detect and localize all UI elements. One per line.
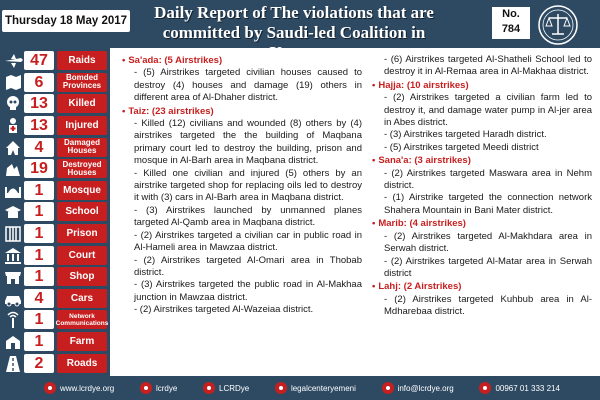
stat-label: Farm: [57, 332, 107, 351]
stat-row-injured: [2, 115, 110, 136]
stat-label: Prison: [57, 224, 107, 243]
region-heading: [372, 80, 592, 92]
report-number: [491, 6, 531, 40]
violation-item: - (5) Airstrikes targeted civilian houses caused to destroy (4) houses and damage (19) others in different area of Al-Dhaher district.: [134, 67, 362, 104]
network-icon: [2, 310, 24, 329]
injured-icon: [2, 116, 24, 135]
farm-icon: [2, 332, 24, 351]
contact-text: LCRDye: [219, 383, 250, 393]
stat-value: 6: [24, 73, 54, 92]
stat-row-roads: [2, 353, 110, 374]
stat-label: Network Communications: [57, 310, 107, 329]
twitter-icon: [203, 382, 215, 394]
school-icon: [2, 202, 24, 221]
bullet-icon: •: [372, 218, 376, 230]
phone-icon: [479, 382, 491, 394]
prison-icon: [2, 224, 24, 243]
region-heading: [122, 55, 362, 67]
car-icon: [2, 289, 24, 308]
web-icon: [44, 382, 56, 394]
region-title: Taiz: (23 airstrikes): [128, 105, 214, 117]
report-body: [110, 48, 600, 376]
stat-value: 13: [24, 116, 54, 135]
damaged-house-icon: [2, 138, 24, 157]
title-line-2: committed by Saudi-led Coalition in: [162, 23, 426, 42]
jet-icon: [2, 51, 24, 70]
stat-value: 1: [24, 246, 54, 265]
stat-label: Cars: [57, 289, 107, 308]
stat-row-damaged-houses: [2, 137, 110, 158]
stat-value: 1: [24, 310, 54, 329]
statistics-sidebar: [0, 48, 110, 376]
contact-text: www.lcrdye.org: [60, 383, 115, 393]
bullet-icon: •: [372, 155, 376, 167]
region-title: Hajja: (10 airstrikes): [378, 79, 469, 91]
stat-row-destroyed-houses: [2, 158, 110, 179]
stat-value: 1: [24, 181, 54, 200]
stat-value: 13: [24, 94, 54, 113]
contact-text: 00967 01 333 214: [495, 383, 560, 393]
report-date: Thursday 18 May 2017: [2, 10, 130, 32]
violation-item: - (5) Airstrikes targeted Meedi district: [384, 141, 539, 153]
stat-value: 2: [24, 354, 54, 373]
shop-icon: [2, 267, 24, 286]
bullet-icon: •: [122, 105, 126, 117]
violation-item: - (2) Airstrikes targeted Maswara area in Nehm district.: [384, 167, 592, 192]
region-title: Lahj: (2 Airstrikes): [378, 281, 462, 293]
report-title: [138, 3, 450, 45]
region-title: Sana'a: (3 airstrikes): [378, 155, 471, 167]
region-heading: [122, 106, 362, 118]
stat-value: 1: [24, 332, 54, 351]
contact-text: info@lcrdye.org: [397, 383, 454, 393]
mosque-icon: [2, 181, 24, 200]
instagram-icon: [140, 382, 152, 394]
stat-label: Raids: [57, 51, 107, 70]
stat-label: Killed: [57, 94, 107, 113]
stat-label: Roads: [57, 354, 107, 373]
region-title: Sa'ada: (5 Airstrikes): [128, 55, 223, 66]
stat-value: 1: [24, 224, 54, 243]
report-column-right: [372, 54, 592, 319]
stat-label: School: [57, 202, 107, 221]
report-column-left: [122, 54, 362, 317]
violation-item: - (3) Airstrikes targeted Haradh district.: [384, 129, 547, 141]
bullet-icon: •: [372, 79, 376, 91]
contact-instagram[interactable]: [140, 382, 177, 394]
stat-row-killed: [2, 93, 110, 114]
region-heading: [372, 155, 592, 167]
contact-text: legalcenteryemeni: [290, 383, 356, 393]
region-heading: [372, 281, 592, 293]
stat-value: 1: [24, 267, 54, 286]
region-title: Marib: (4 airstrikes): [378, 218, 466, 230]
bullet-icon: •: [372, 281, 376, 293]
road-icon: [2, 354, 24, 373]
violation-item: - (2) Airstrikes targeted Al-Omari area in Thobab district.: [134, 254, 362, 278]
stat-label: Injured: [57, 116, 107, 135]
stat-row-cars: [2, 288, 110, 309]
violation-item: - (3) Airstrikes launched by unmanned planes targeted Al-Qamb area in Maqbana district.: [134, 204, 362, 229]
stat-row-prison: [2, 223, 110, 244]
stat-row-court: [2, 245, 110, 266]
skull-icon: [2, 94, 24, 113]
email-icon: [382, 382, 394, 394]
contact-text: lcrdye: [155, 383, 178, 393]
contact-phone[interactable]: [479, 382, 560, 394]
stat-label: Damaged Houses: [57, 138, 107, 157]
header: [0, 0, 600, 48]
title-line-1: Daily Report of The violations that are: [154, 3, 434, 22]
contact-footer: [0, 376, 600, 400]
destroyed-house-icon: [2, 159, 24, 178]
violation-item: - (6) Airstrikes targeted Al-Shatheli School led to destroy it in Al-Remaa area in Al-Makhaa district.: [384, 54, 592, 78]
violation-item: - (2) Airstrikes targeted a civilian car in public road in Al-Hameli area in Mawzaa district.: [134, 229, 362, 254]
map-icon: [2, 73, 24, 92]
contact-email[interactable]: [382, 382, 454, 394]
violation-item: - (2) Airstrikes targeted a civilian farm led to destroy it, and damage water pump in Al-jer area in Abes district.: [384, 92, 592, 129]
stat-row-network-communications: [2, 309, 110, 330]
stat-value: 19: [24, 159, 54, 178]
violation-item: - Killed (12) civilians and wounded (8) others by (4) airstrikes targeted the the building of Maqbana primary court led to destroy the building, prison and mosque in Al-Barh area in Maqbana district.: [134, 118, 362, 167]
violation-item: - (3) Airstrikes targeted the public road in Al-Makhaa junction in Mawzaa district.: [134, 279, 362, 303]
facebook-icon: [275, 382, 287, 394]
stat-value: 47: [24, 51, 54, 70]
stat-label: Destroyed Houses: [57, 159, 107, 178]
report-number-value: 784: [501, 23, 521, 35]
contact-facebook[interactable]: [275, 382, 356, 394]
stat-row-shop: [2, 266, 110, 287]
stat-label: Court: [57, 246, 107, 265]
report-number-label: No.: [502, 8, 520, 20]
stat-row-mosque: [2, 180, 110, 201]
violation-item: - (2) Airstrikes targeted Al-Wazeiaa district.: [134, 304, 314, 316]
region-heading: [372, 218, 592, 230]
stat-row-farm: [2, 331, 110, 352]
contact-twitter[interactable]: [203, 382, 249, 394]
stat-row-bomded-provinces: [2, 72, 110, 93]
stat-row-school: [2, 201, 110, 222]
violation-item: - (2) Airstrikes targeted Al-Makhdara area in Serwah district.: [384, 230, 592, 255]
stat-label: Bomded Provinces: [57, 73, 107, 92]
stat-label: Mosque: [57, 181, 107, 200]
violation-item: - (1) Airstrike targeted the connection network Shahera Mountain in Bani Mater district.: [384, 192, 592, 216]
justice-scales-logo: [537, 4, 579, 46]
stat-value: 4: [24, 289, 54, 308]
violation-item: - (2) Airstrikes targeted Al-Matar area in Serwah district: [384, 255, 592, 279]
violation-item: - Killed one civilian and injured (5) others by an airstrike targeted shop for replacing oils led to destroy it with (3) cars in Al-Barh area in Maqbana district.: [134, 167, 362, 204]
stat-row-raids: [2, 50, 110, 71]
stat-value: 4: [24, 138, 54, 157]
bullet-icon: •: [122, 55, 126, 66]
contact-web[interactable]: [44, 382, 114, 394]
stat-label: Shop: [57, 267, 107, 286]
court-icon: [2, 246, 24, 265]
violation-item: - (2) Airstrikes targeted Kuhbub area in Al-Mdharebaa district.: [384, 293, 592, 318]
stat-value: 1: [24, 202, 54, 221]
